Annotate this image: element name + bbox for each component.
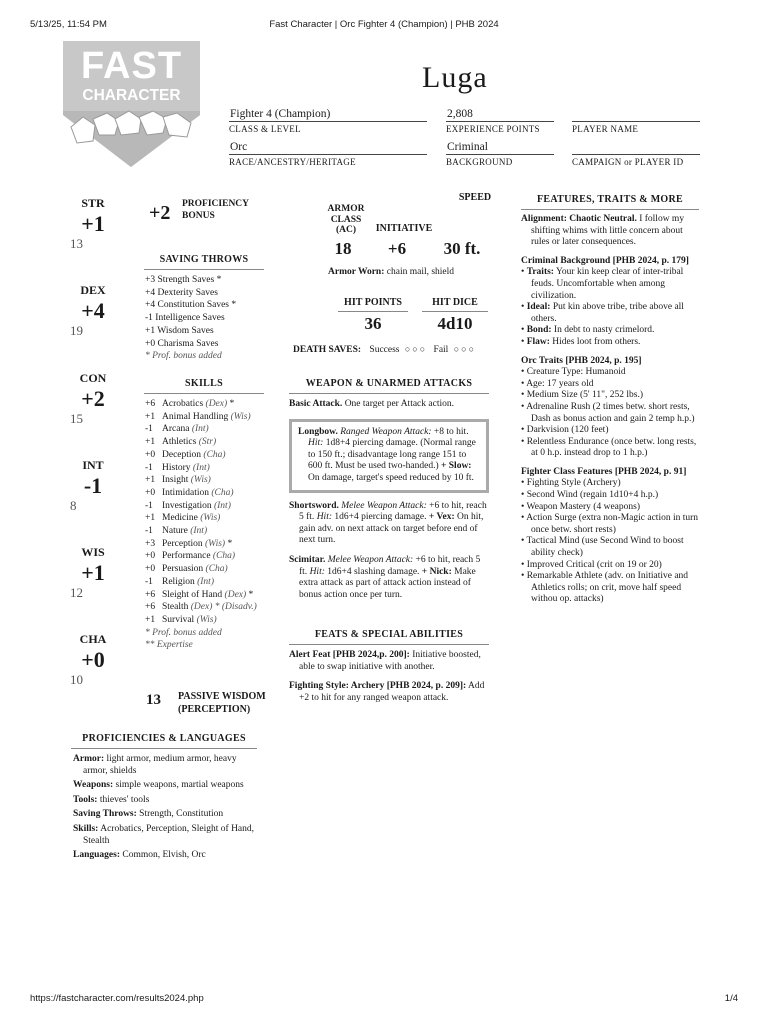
longbow-attack-box: [289, 419, 489, 493]
skill-name: Acrobatics: [162, 399, 204, 409]
shortsword-attack: [289, 501, 489, 547]
death-fail-circles[interactable]: ○○○: [453, 344, 477, 354]
ability-name: CHA: [79, 632, 107, 646]
skill-proficiency-mark: *: [225, 538, 233, 549]
skill-name: Arcana: [162, 424, 190, 435]
skill-ability: (Dex): [224, 589, 247, 600]
feat-alert-text: Initiative boosted, able to swap initiative with another.: [299, 650, 481, 672]
fighter-feature-item-text: Improved Critical (crit on 19 or 20): [526, 559, 662, 570]
skill-ability: (Wis): [200, 513, 221, 524]
fighter-feature-item-text: Fighting Style (Archery): [526, 478, 621, 489]
page-number: 1/4: [724, 993, 738, 1004]
ability-name: DEX: [80, 283, 106, 297]
skill-ability: (Cha): [203, 449, 226, 460]
prof-tools: [73, 795, 257, 807]
bg-bond-label: Bond:: [526, 325, 552, 336]
scimitar-hit: Hit:: [309, 566, 325, 577]
race-value: Orc: [229, 140, 427, 155]
hit-points-label: HIT POINTS: [338, 296, 408, 312]
armor-worn-text: chain mail, shield: [384, 267, 455, 277]
skill-item: [145, 462, 264, 475]
bg-bond: • Bond: In debt to nasty crimelord.: [521, 325, 655, 336]
speed-label: SPEED: [458, 192, 492, 203]
prof-skills: [73, 824, 257, 847]
passive-wisdom-label: [178, 690, 266, 716]
skill-ability: (Cha): [205, 564, 228, 575]
alignment-label: Alignment: Chaotic Neutral.: [521, 214, 637, 224]
fighter-feature-item: • Tactical Mind (use Second Wind to boost ability check): [521, 536, 684, 559]
class-level-field: [229, 107, 427, 136]
saving-throws-note: * Prof. bonus added: [145, 351, 222, 362]
initiative-value: +6: [387, 239, 407, 258]
skill-name: Religion: [162, 576, 195, 587]
saving-throw-item: +4 Dexterity Saves: [145, 287, 218, 298]
orc-trait-item: • Creature Type: Humanoid: [521, 367, 626, 378]
alignment: [521, 214, 699, 249]
campaign-value: [572, 140, 700, 155]
feat-fs-text: Add +2 to hit for any ranged weapon attack.: [299, 681, 485, 703]
fighter-features-list: [521, 478, 699, 606]
longbow-name: Longbow.: [298, 426, 338, 437]
attacks-section: [289, 377, 489, 601]
saving-throws-list: [145, 274, 264, 363]
skill-ability: (Wis): [196, 614, 217, 625]
features-title: FEATURES, TRAITS & MORE: [521, 193, 699, 210]
prof-saving-throws: [73, 809, 257, 821]
prof-skills-text: Acrobatics, Perception, Sleight of Hand, Stealth: [83, 823, 255, 846]
saving-throws-title: SAVING THROWS: [144, 253, 264, 270]
ability-score: 15: [70, 410, 83, 426]
death-success-circles[interactable]: ○○○: [404, 344, 428, 354]
feat-alert-label: Alert Feat [PHB 2024,p. 200]:: [289, 650, 410, 660]
race-field: [229, 140, 427, 169]
prof-saves-text: Strength, Constitution: [136, 809, 224, 820]
ability-score: 13: [70, 235, 83, 251]
skill-name: Athletics: [162, 437, 197, 448]
longbow-damage: 1d8+4 piercing damage. (Normal range to 150 ft.; disadvantage long range 151 to 600 ft. Must be used two-handed.): [308, 438, 476, 472]
skill-modifier: +0: [145, 564, 156, 575]
death-saves-label: DEATH SAVES:: [293, 345, 362, 355]
skill-ability: (Wis): [230, 411, 251, 422]
prof-saves-label: Saving Throws:: [73, 809, 137, 820]
ability-modifier: +2: [81, 385, 105, 411]
ability-con: [70, 371, 116, 426]
orc-trait-item: • Age: 17 years old: [521, 378, 594, 389]
passive-label-line1: PASSIVE WISDOM: [178, 691, 266, 702]
ability-score: 8: [70, 497, 77, 513]
fighter-feature-item-text: Action Surge (extra non-Magic action in turn once betw. short rests): [526, 513, 699, 535]
ability-score: 10: [70, 671, 83, 687]
print-datetime: 5/13/25, 11:54 PM: [30, 19, 107, 30]
bg-flaw-label: Flaw:: [526, 336, 550, 347]
background-label: BACKGROUND: [446, 157, 513, 167]
orc-trait-item: • Adrenaline Rush (2 times betw. short rests, Dash as bonus action and gain 2 temp h.p.): [521, 401, 695, 424]
feats-section: [289, 628, 489, 704]
skill-modifier: +1: [145, 437, 156, 448]
prof-armor-label: Armor:: [73, 754, 105, 764]
player-name-label: PLAYER NAME: [572, 124, 639, 134]
ability-name: STR: [81, 196, 105, 210]
skill-name: Persuasion: [162, 564, 204, 575]
ability-str: [70, 196, 116, 251]
skill-item: [145, 525, 264, 538]
skill-modifier: -1: [145, 462, 153, 473]
bg-flaw-text: Hides loot from others.: [549, 336, 641, 347]
race-label: RACE/ANCESTRY/HERITAGE: [229, 157, 356, 167]
skill-name: Intimidation: [162, 487, 209, 498]
armor-class-label: ARMOR CLASS (AC): [327, 204, 365, 235]
skill-modifier: +6: [145, 399, 156, 409]
basic-attack-label: Basic Attack.: [289, 399, 343, 409]
death-saves: [293, 344, 476, 356]
skill-item: [145, 550, 264, 563]
fighter-feature-item: • Fighting Style (Archery): [521, 478, 621, 489]
saving-throw-item: +1 Wisdom Saves: [145, 325, 214, 336]
scimitar-name: Scimitar.: [289, 554, 326, 565]
skill-proficiency-mark: *: [246, 589, 254, 600]
scimitar-text: +6 to hit, reach 5 ft.: [299, 554, 481, 577]
xp-value: 2,808: [446, 107, 554, 122]
hit-dice-label: HIT DICE: [422, 296, 488, 312]
death-fail-label: Fail: [433, 345, 449, 355]
player-name-value: [572, 107, 700, 122]
skills-title: SKILLS: [144, 377, 264, 394]
bg-bond-text: In debt to nasty crimelord.: [551, 325, 655, 336]
orc-trait-item-text: Age: 17 years old: [526, 378, 594, 389]
skill-item: [145, 474, 264, 487]
skill-modifier: +1: [145, 614, 156, 625]
fighter-feature-item: • Second Wind (regain 1d10+4 h.p.): [521, 490, 659, 501]
skill-ability: (Dex): [205, 399, 228, 409]
class-level-label: CLASS & LEVEL: [229, 124, 301, 134]
fighter-feature-item-text: Tactical Mind (use Second Wind to boost ability check): [526, 536, 684, 559]
longbow-slow: + Slow:: [440, 461, 472, 472]
scimitar-type: Melee Weapon Attack:: [325, 554, 414, 565]
skill-modifier: -1: [145, 500, 153, 511]
longbow-hit: Hit:: [308, 438, 324, 449]
ability-modifier: +0: [81, 646, 105, 672]
saving-throw-item: +0 Charisma Saves: [145, 338, 219, 349]
prof-weapons-label: Weapons:: [73, 780, 114, 791]
shortsword-vex-text: On hit, gain adv. on next attack on target before end of next turn.: [299, 512, 484, 546]
orc-trait-item: • Medium Size (5' 11", 252 lbs.): [521, 390, 644, 401]
scimitar-attack: [289, 555, 489, 601]
skill-item: [145, 436, 264, 449]
skill-item: [145, 500, 264, 513]
fighter-feature-item-text: Weapon Mastery (4 weapons): [526, 501, 640, 512]
skill-name: Investigation: [162, 500, 212, 511]
skill-modifier: -1: [145, 424, 153, 435]
skills-list: [145, 398, 264, 652]
prof-armor-text: light armor, medium armor, heavy armor, shields: [83, 754, 237, 776]
orc-trait-item-text: Medium Size (5' 11", 252 lbs.): [526, 390, 644, 401]
alignment-text: I follow my shifting whims with little concern about rules or later consequences.: [531, 214, 685, 248]
skill-item: [145, 563, 264, 576]
orc-trait-item: • Darkvision (120 feet): [521, 425, 609, 436]
shortsword-hit: Hit:: [316, 512, 332, 523]
prof-languages-label: Languages:: [73, 850, 120, 861]
saving-throw-item: -1 Intelligence Saves: [145, 313, 225, 324]
background-value: Criminal: [446, 140, 554, 155]
skills-section: [144, 377, 264, 652]
skill-name: Performance: [162, 551, 211, 562]
skill-item: [145, 601, 264, 614]
skill-name: Perception: [162, 538, 203, 549]
prof-languages-text: Common, Elvish, Orc: [119, 850, 206, 861]
skill-ability: (Int): [191, 424, 209, 435]
orc-trait-item-text: Creature Type: Humanoid: [526, 367, 626, 378]
orc-trait-item-text: Relentless Endurance (once betw. long rests, at 0 h.p. instead drop to 1 h.p.): [526, 436, 697, 459]
feat-alert: [289, 650, 489, 673]
fighter-features-title: Fighter Class Features [PHB 2024, p. 91]: [521, 466, 687, 477]
prof-languages: [73, 850, 257, 862]
orc-traits-list: [521, 367, 699, 460]
skills-note2: ** Expertise: [145, 640, 193, 651]
skill-modifier: +1: [145, 513, 156, 524]
proficiencies-section: [71, 732, 257, 862]
skill-item: [145, 398, 264, 411]
skill-name: Nature: [162, 526, 188, 537]
scimitar-nick: + Nick:: [421, 566, 452, 577]
skill-name: Deception: [162, 449, 202, 460]
longbow-text: +8 to hit.: [431, 426, 469, 437]
skill-ability: (Cha): [212, 551, 236, 562]
skill-item: [145, 449, 264, 462]
ability-score: 19: [70, 322, 83, 338]
proficiencies-title: PROFICIENCIES & LANGUAGES: [71, 732, 257, 749]
longbow-slow-text: On damage, target's speed reduced by 10 ft.: [308, 472, 474, 483]
skill-name: Animal Handling: [162, 411, 229, 422]
bg-traits-label: Traits:: [526, 267, 554, 278]
orc-trait-item: • Relentless Endurance (once betw. long rests, at 0 h.p. instead drop to 1 h.p.): [521, 436, 697, 459]
criminal-background-title: Criminal Background [PHB 2024, p. 179]: [521, 255, 689, 266]
feat-fs-label: Fighting Style: Archery [PHB 2024, p. 209]:: [289, 681, 467, 692]
fighter-feature-item: • Weapon Mastery (4 weapons): [521, 501, 640, 512]
longbow-type: Ranged Weapon Attack:: [337, 426, 432, 437]
skill-modifier: +6: [145, 602, 156, 613]
orc-trait-item-text: Adrenaline Rush (2 times betw. short rests, Dash as bonus action and gain 2 temp h.p.): [526, 401, 695, 424]
ability-int: [70, 458, 116, 513]
fighter-feature-item: • Action Surge (extra non-Magic action in turn once betw. short rests): [521, 513, 699, 535]
skill-ability: (Str): [198, 437, 217, 448]
skill-name: Medicine: [162, 513, 198, 524]
fighter-feature-item: • Improved Critical (crit on 19 or 20): [521, 559, 662, 570]
ability-modifier: +1: [81, 559, 105, 585]
saving-throw-item: +4 Constitution Saves *: [145, 300, 237, 311]
shortsword-damage: 1d6+4 piercing damage.: [332, 512, 429, 523]
ability-name: INT: [82, 458, 104, 472]
skill-name: Stealth: [162, 602, 189, 613]
skill-ability: (Cha): [211, 487, 234, 498]
feat-fighting-style: [289, 681, 489, 704]
prof-tools-label: Tools:: [73, 794, 98, 805]
class-level-value: Fighter 4 (Champion): [229, 107, 427, 122]
skill-item: [145, 614, 264, 627]
proficiency-label: [182, 199, 249, 222]
armor-worn-label: Armor Worn:: [328, 267, 385, 277]
skill-ability: (Int): [190, 526, 208, 537]
skill-item: [145, 512, 264, 525]
skill-item: [145, 411, 264, 424]
passive-wisdom-value: 13: [146, 692, 161, 708]
skill-ability: (Wis): [205, 538, 226, 549]
campaign-field: [572, 140, 700, 169]
bg-flaw: • Flaw: Hides loot from others.: [521, 336, 641, 347]
skill-item: [145, 576, 264, 589]
skills-note1: * Prof. bonus added: [145, 627, 222, 638]
armor-worn: [328, 266, 454, 278]
basic-attack-text: One target per Attack action.: [342, 399, 454, 409]
ability-wis: [70, 545, 116, 600]
bg-ideal-label: Ideal:: [526, 302, 551, 313]
skill-modifier: -1: [145, 576, 153, 587]
ability-modifier: -1: [83, 472, 103, 498]
skill-modifier: +0: [145, 487, 156, 498]
skill-proficiency-mark: *: [227, 399, 235, 409]
logo-text-fast: FAST: [80, 45, 183, 87]
xp-field: [446, 107, 554, 136]
skill-modifier: +0: [145, 449, 156, 460]
skill-name: Survival: [162, 614, 195, 625]
feats-title: FEATS & SPECIAL ABILITIES: [289, 628, 489, 645]
skill-ability: (Wis): [190, 475, 211, 486]
skill-item: [145, 589, 264, 602]
orc-trait-item-text: Darkvision (120 feet): [526, 425, 609, 436]
shortsword-type: Melee Weapon Attack:: [338, 500, 427, 511]
basic-attack: [289, 399, 489, 411]
skill-name: Insight: [162, 475, 189, 486]
skill-modifier: -1: [145, 526, 153, 537]
orc-traits-title: Orc Traits [PHB 2024, p. 195]: [521, 355, 642, 366]
attacks-title: WEAPON & UNARMED ATTACKS: [289, 377, 489, 394]
longbow-attack: [298, 427, 480, 485]
fighter-feature-item-text: Remarkable Athlete (adv. on Initiative and Athletics rolls; on crit, move half speed withou op. attacks): [526, 571, 689, 605]
ability-name: CON: [79, 371, 107, 385]
passive-label-line2: (PERCEPTION): [178, 704, 251, 715]
bg-ideal: • Ideal: Put kin above tribe, tribe above all others.: [521, 302, 684, 324]
scimitar-nick-text: Make extra attack as part of attack action instead of bonus action once per turn.: [299, 566, 476, 600]
skill-item: [145, 487, 264, 500]
scimitar-damage: 1d6+4 slashing damage.: [324, 566, 422, 577]
fast-character-logo: [63, 41, 200, 167]
shortsword-name: Shortsword.: [289, 500, 339, 511]
ability-score: 12: [70, 584, 83, 600]
death-success-label: Success: [369, 345, 400, 355]
print-title: Fast Character | Orc Fighter 4 (Champion) | PHB 2024: [269, 19, 499, 30]
skill-modifier: +3: [145, 538, 156, 549]
skill-name: History: [162, 462, 191, 473]
skill-modifier: +6: [145, 589, 156, 600]
campaign-label: CAMPAIGN or PLAYER ID: [572, 157, 684, 167]
skill-modifier: +1: [145, 411, 156, 422]
shortsword-text: +6 to hit, reach 5 ft.: [299, 500, 487, 523]
speed-value: 30 ft.: [443, 239, 481, 258]
background-field: [446, 140, 554, 169]
prof-weapons: [73, 780, 257, 792]
print-url: https://fastcharacter.com/results2024.php: [30, 993, 204, 1004]
skill-item: [145, 423, 264, 436]
proficiency-label-line2: BONUS: [182, 210, 215, 221]
saving-throw-item: +3 Strength Saves *: [145, 275, 222, 285]
bg-traits-text: Your kin keep clear of inter-tribal feuds. Uncomfortable when among civilization.: [531, 267, 684, 301]
prof-tools-text: thieves' tools: [97, 794, 150, 805]
features-section: [521, 193, 699, 606]
ability-modifier: +4: [81, 297, 105, 323]
ability-cha: [70, 632, 116, 687]
fighter-feature-item: • Remarkable Athlete (adv. on Initiative and Athletics rolls; on crit, move half speed withou op. attacks): [521, 571, 689, 605]
skill-ability: (Int): [213, 500, 231, 511]
skill-name: Sleight of Hand: [162, 589, 223, 600]
prof-armor: [73, 754, 257, 777]
skill-modifier: +1: [145, 475, 156, 486]
skill-ability: (Dex) * (Disadv.): [190, 602, 257, 613]
xp-label: EXPERIENCE POINTS: [446, 124, 540, 134]
hit-points-value: 36: [364, 314, 382, 333]
player-name-field: [572, 107, 700, 136]
ability-modifier: +1: [81, 210, 105, 236]
bg-ideal-text: Put kin above tribe, tribe above all others.: [531, 302, 684, 324]
proficiency-label-line1: PROFICIENCY: [182, 199, 250, 209]
ability-name: WIS: [81, 545, 105, 559]
ability-dex: [70, 283, 116, 338]
logo-text-character: CHARACTER: [82, 87, 181, 104]
armor-class-value: 18: [334, 239, 352, 258]
character-name: Luga: [422, 61, 488, 94]
hit-dice-value: 4d10: [437, 314, 473, 333]
bg-traits: • Traits: Your kin keep clear of inter-tribal feuds. Uncomfortable when among civilization.: [521, 267, 684, 301]
proficiency-value: +2: [149, 202, 171, 224]
skill-ability: (Int): [192, 462, 210, 473]
prof-skills-label: Skills:: [73, 823, 99, 834]
initiative-label: INITIATIVE: [375, 223, 433, 234]
skill-ability: (Int): [197, 576, 214, 587]
shortsword-vex: + Vex:: [428, 512, 455, 523]
skill-item: [145, 538, 264, 551]
prof-weapons-text: simple weapons, martial weapons: [113, 780, 244, 791]
skill-modifier: +0: [145, 551, 156, 562]
fighter-feature-item-text: Second Wind (regain 1d10+4 h.p.): [526, 490, 659, 501]
saving-throws-section: [144, 253, 264, 363]
